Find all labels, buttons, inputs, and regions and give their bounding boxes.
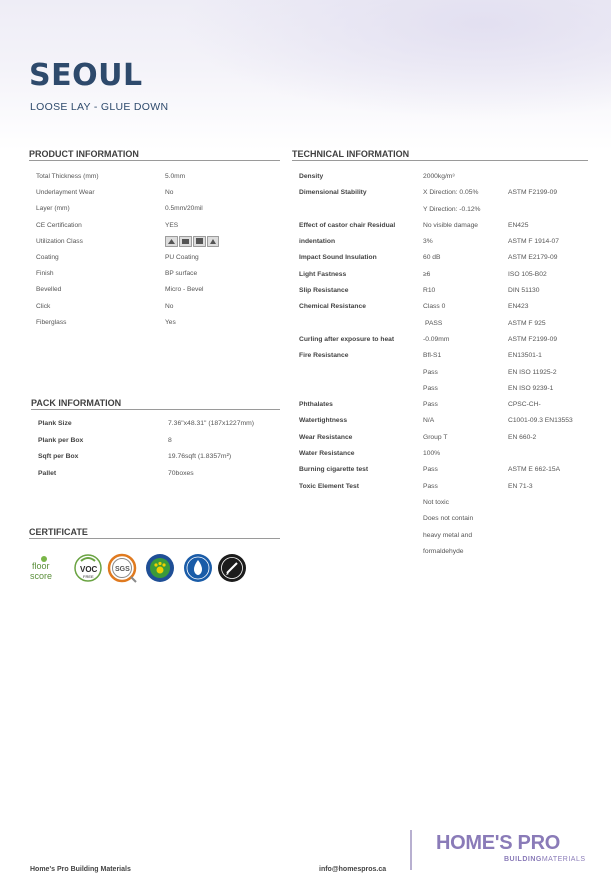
sgs-logo <box>107 553 137 583</box>
technical-info-standard: EN ISO 9239-1 <box>508 384 554 392</box>
product-info-value: No <box>165 302 174 310</box>
technical-info-row <box>299 254 589 270</box>
technical-info-value: Class 0 <box>423 303 446 311</box>
technical-info-standard: ASTM F2199-09 <box>508 189 558 197</box>
product-info-heading: PRODUCT INFORMATION <box>29 149 280 161</box>
technical-info-label: Dimensional Stability <box>299 189 367 197</box>
technical-info-standard: EN ISO 11925-2 <box>508 368 557 376</box>
product-info-row <box>36 319 280 335</box>
technical-info-row <box>299 499 589 515</box>
technical-info-label: Chemical Resistance <box>299 303 366 311</box>
technical-info-value: 3% <box>423 238 433 246</box>
product-info-value: Micro - Bevel <box>165 286 204 294</box>
homes-pro-logo: HOME'S PRO <box>436 832 560 854</box>
technical-info-row <box>299 271 589 287</box>
technical-info-value: X Direction: 0.05% <box>423 189 479 197</box>
svg-text:FREE: FREE <box>83 574 94 579</box>
technical-info-label: Toxic Element Test <box>299 482 359 490</box>
technical-info-label: Water Resistance <box>299 450 355 458</box>
technical-info-row <box>299 287 589 303</box>
product-info-row <box>36 222 280 238</box>
technical-info-row <box>299 401 589 417</box>
pack-info-row <box>38 437 280 454</box>
technical-info-label: Watertightness <box>299 417 348 425</box>
technical-info-row <box>299 303 589 319</box>
technical-info-standard: EN 71-3 <box>508 482 533 490</box>
technical-info-row <box>299 222 589 238</box>
technical-info-standard: EN425 <box>508 221 529 229</box>
technical-info-label: Burning cigarette test <box>299 466 369 474</box>
pack-info-table <box>38 420 280 486</box>
pack-info-label: Plank per Box <box>38 436 84 444</box>
technical-info-value: Pass <box>423 401 438 409</box>
technical-info-row <box>299 369 589 385</box>
technical-info-standard: CPSC-CH- <box>508 401 541 409</box>
homes-pro-logo-tagline: BUILDINGMATERIALS <box>504 856 586 863</box>
utilization-class-icons <box>165 236 219 249</box>
technical-info-value: formaldehyde <box>423 547 464 555</box>
product-info-value: No <box>165 189 174 197</box>
technical-info-row <box>299 173 589 189</box>
pack-info-label: Plank Size <box>38 420 72 427</box>
technical-info-value: N/A <box>423 417 435 425</box>
pack-info-label: Sqft per Box <box>38 453 79 460</box>
technical-info-standard: ASTM F2199-09 <box>508 335 558 343</box>
technical-info-value: Not toxic <box>423 498 450 506</box>
product-info-value: 0.5mm/20mil <box>165 205 203 213</box>
technical-info-value: Pass <box>423 384 438 392</box>
technical-info-heading: TECHNICAL INFORMATION <box>292 149 588 161</box>
technical-info-standard: EN423 <box>508 303 529 311</box>
technical-info-row <box>299 189 589 205</box>
product-info-label: Bevelled <box>36 286 62 294</box>
waterproof-logo <box>183 553 213 583</box>
technical-info-value: Does not contain <box>423 515 474 523</box>
product-info-value: YES <box>165 221 179 229</box>
technical-info-value: PASS <box>425 319 443 327</box>
technical-info-row <box>299 515 589 531</box>
product-info-row <box>36 205 280 221</box>
technical-info-value: -0.09mm <box>423 335 450 343</box>
product-info-label: Underlayment Wear <box>36 189 95 197</box>
svg-text:VOC: VOC <box>80 565 98 574</box>
product-info-label: Fiberglass <box>36 318 67 326</box>
voc-free-logo <box>73 553 103 583</box>
technical-info-standard: ASTM E2179-09 <box>508 254 558 262</box>
product-info-label: Utilization Class <box>36 237 83 245</box>
product-info-label: Click <box>36 302 51 310</box>
technical-info-value: Y Direction: -0.12% <box>423 205 481 213</box>
technical-info-row <box>299 466 589 482</box>
technical-info-standard: C1001-09.3 EN13553 <box>508 417 573 425</box>
product-title: SEOUL <box>29 58 143 93</box>
pack-info-value: 7.36"x48.31" (187x1227mm) <box>168 420 255 427</box>
product-info-label: Layer (mm) <box>36 205 70 213</box>
technical-info-row <box>299 450 589 466</box>
technical-info-label: Curling after exposure to heat <box>299 335 395 343</box>
technical-info-row <box>299 385 589 401</box>
technical-info-label: Wear Resistance <box>299 433 353 441</box>
technical-info-standard: ASTM F 1914-07 <box>508 238 559 246</box>
technical-info-value: Pass <box>423 466 438 474</box>
pack-info-label: Pallet <box>38 469 57 477</box>
pack-info-heading: PACK INFORMATION <box>31 398 280 410</box>
footer-email[interactable]: info@homespros.ca <box>319 866 387 873</box>
pack-info-row <box>38 420 280 437</box>
pack-info-value: 19.76sqft (1.8357m²) <box>168 453 232 460</box>
floorscore-logo <box>29 553 59 583</box>
technical-info-value: 100% <box>423 450 441 458</box>
product-info-value: 5.0mm <box>165 173 186 180</box>
pack-info-row <box>38 470 280 487</box>
technical-info-row <box>299 417 589 433</box>
logo-divider <box>410 830 412 870</box>
technical-info-value: Pass <box>423 482 438 490</box>
technical-info-value: heavy metal and <box>423 531 473 539</box>
product-info-row <box>36 303 280 319</box>
technical-info-row <box>299 352 589 368</box>
product-info-row <box>36 238 280 254</box>
svg-text:floor: floor <box>32 561 50 571</box>
technical-info-label: Light Fastness <box>299 270 347 278</box>
technical-info-label: Impact Sound Insulation <box>299 254 377 262</box>
technical-info-value: Pass <box>423 368 438 376</box>
technical-info-standard: ISO 105-B02 <box>508 270 547 278</box>
technical-info-label: indentation <box>299 238 336 246</box>
product-info-row <box>36 173 280 189</box>
product-info-label: Total Thickness (mm) <box>36 173 99 180</box>
footer-company: Home's Pro Building Materials <box>30 866 131 873</box>
pack-info-value: 8 <box>168 436 172 444</box>
technical-info-standard: ASTM E 662-15A <box>508 466 561 474</box>
product-info-label: Coating <box>36 253 59 261</box>
certificate-heading: CERTIFICATE <box>29 527 280 539</box>
product-info-table <box>36 173 280 335</box>
technical-info-value: Bfl-S1 <box>423 352 442 360</box>
technical-info-row <box>299 206 589 222</box>
pack-info-value: 70boxes <box>168 469 194 477</box>
product-info-row <box>36 286 280 302</box>
technical-info-row <box>299 532 589 548</box>
technical-info-standard: EN 660-2 <box>508 433 537 441</box>
technical-info-label: Density <box>299 173 324 180</box>
product-info-row <box>36 189 280 205</box>
product-info-value: Yes <box>165 318 176 326</box>
technical-info-label: Fire Resistance <box>299 352 349 360</box>
technical-info-label: Phthalates <box>299 401 333 409</box>
product-info-value: PU Coating <box>165 253 199 261</box>
product-info-label: CE Certification <box>36 221 82 229</box>
technical-info-row <box>299 336 589 352</box>
technical-info-standard: ASTM F 925 <box>508 319 546 327</box>
technical-info-row <box>299 483 589 499</box>
scratch-resistant-logo <box>217 553 247 583</box>
svg-text:SGS: SGS <box>115 566 130 573</box>
technical-info-standard: EN13501-1 <box>508 352 542 360</box>
pack-info-row <box>38 453 280 470</box>
product-info-value: BP surface <box>165 270 198 278</box>
technical-info-standard: DIN 51130 <box>508 287 540 295</box>
product-subtitle: LOOSE LAY - GLUE DOWN <box>30 101 169 113</box>
technical-info-row <box>299 548 589 564</box>
technical-info-row <box>299 320 589 336</box>
product-info-label: Finish <box>36 270 54 278</box>
pet-friendly-logo <box>145 553 175 583</box>
technical-info-label: Slip Resistance <box>299 287 349 295</box>
product-info-row <box>36 270 280 286</box>
technical-info-value: ≥6 <box>423 270 431 278</box>
technical-info-label: Effect of castor chair Residual <box>299 221 396 229</box>
technical-info-value: No visible damage <box>423 221 479 229</box>
product-info-row <box>36 254 280 270</box>
technical-info-value: Group T <box>423 433 448 441</box>
technical-info-value: R10 <box>423 287 436 295</box>
technical-info-row <box>299 434 589 450</box>
technical-info-row <box>299 238 589 254</box>
technical-info-table <box>299 173 589 564</box>
technical-info-value: 2000kg/m³ <box>423 173 455 180</box>
technical-info-value: 60 dB <box>423 254 441 262</box>
svg-text:score: score <box>30 571 53 581</box>
